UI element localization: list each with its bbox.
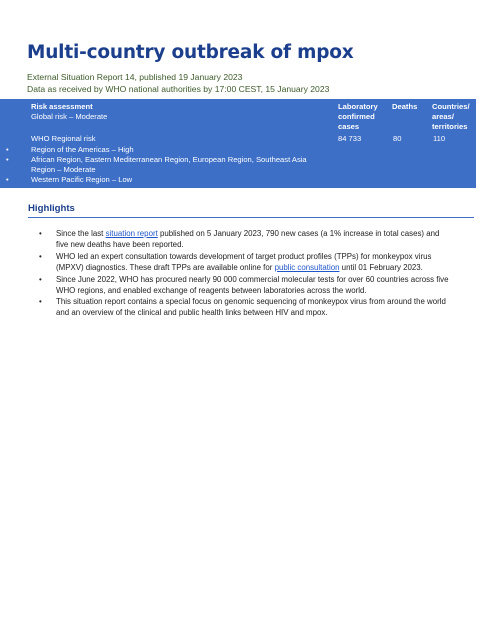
highlights-list: [38, 229, 452, 320]
highlight-item: • Since the last situation report published on 5 January 2023, 790 new cases (a 1% increase in total cases) and five new deaths have been reported.: [39, 229, 440, 249]
cases-value: 84 733: [338, 134, 362, 143]
regional-risk-item: • African Region, Eastern Mediterranean Region, European Region, Southeast Asia: [6, 155, 307, 164]
data-cutoff-note: Data as received by WHO national authorities by 17:00 CEST, 15 January 2023: [27, 84, 330, 94]
risk-assessment-heading: Risk assessment: [31, 102, 93, 111]
highlights-heading: Highlights: [28, 203, 75, 214]
regional-risk-item: • Region of the Americas – High: [6, 145, 134, 154]
situation-report-link[interactable]: situation report: [105, 229, 158, 238]
regional-risk-item-continuation: Region – Moderate: [31, 165, 96, 174]
regional-risk-list: [0, 145, 307, 185]
cases-header: Laboratory confirmed cases: [338, 102, 378, 131]
highlight-item: • WHO led an expert consultation towards development of target product profiles (TPPs) for monkeypox virus (MPXV) diagnostics. These draft TPPs are available online for public consultation until 01 February 2023.: [39, 251, 432, 272]
deaths-value: 80: [393, 134, 402, 143]
risk-summary-box: [0, 99, 476, 188]
global-risk: Global risk – Moderate: [31, 112, 108, 121]
regional-risk-item: • Western Pacific Region – Low: [6, 175, 133, 184]
countries-header: Countries/ areas/ territories: [432, 102, 470, 131]
divider: [28, 217, 474, 218]
countries-value: 110: [433, 134, 446, 143]
deaths-header: Deaths: [392, 102, 418, 111]
page-title: Multi-country outbreak of mpox: [27, 42, 354, 63]
regional-risk-heading: WHO Regional risk: [31, 134, 96, 143]
report-subtitle: External Situation Report 14, published 19 January 2023: [27, 72, 243, 82]
highlight-item: • This situation report contains a special focus on genomic sequencing of monkeypox virus from around the world and an overview of the clinical and public health links between HIV and mpox.: [39, 297, 446, 318]
public-consultation-link[interactable]: public consultation: [274, 262, 340, 272]
highlight-item: • Since June 2022, WHO has procured nearly 90 000 commercial molecular tests for over 60 countries across five WHO regions, and enabled exchange of reagents between laboratories across the world.: [39, 274, 449, 295]
